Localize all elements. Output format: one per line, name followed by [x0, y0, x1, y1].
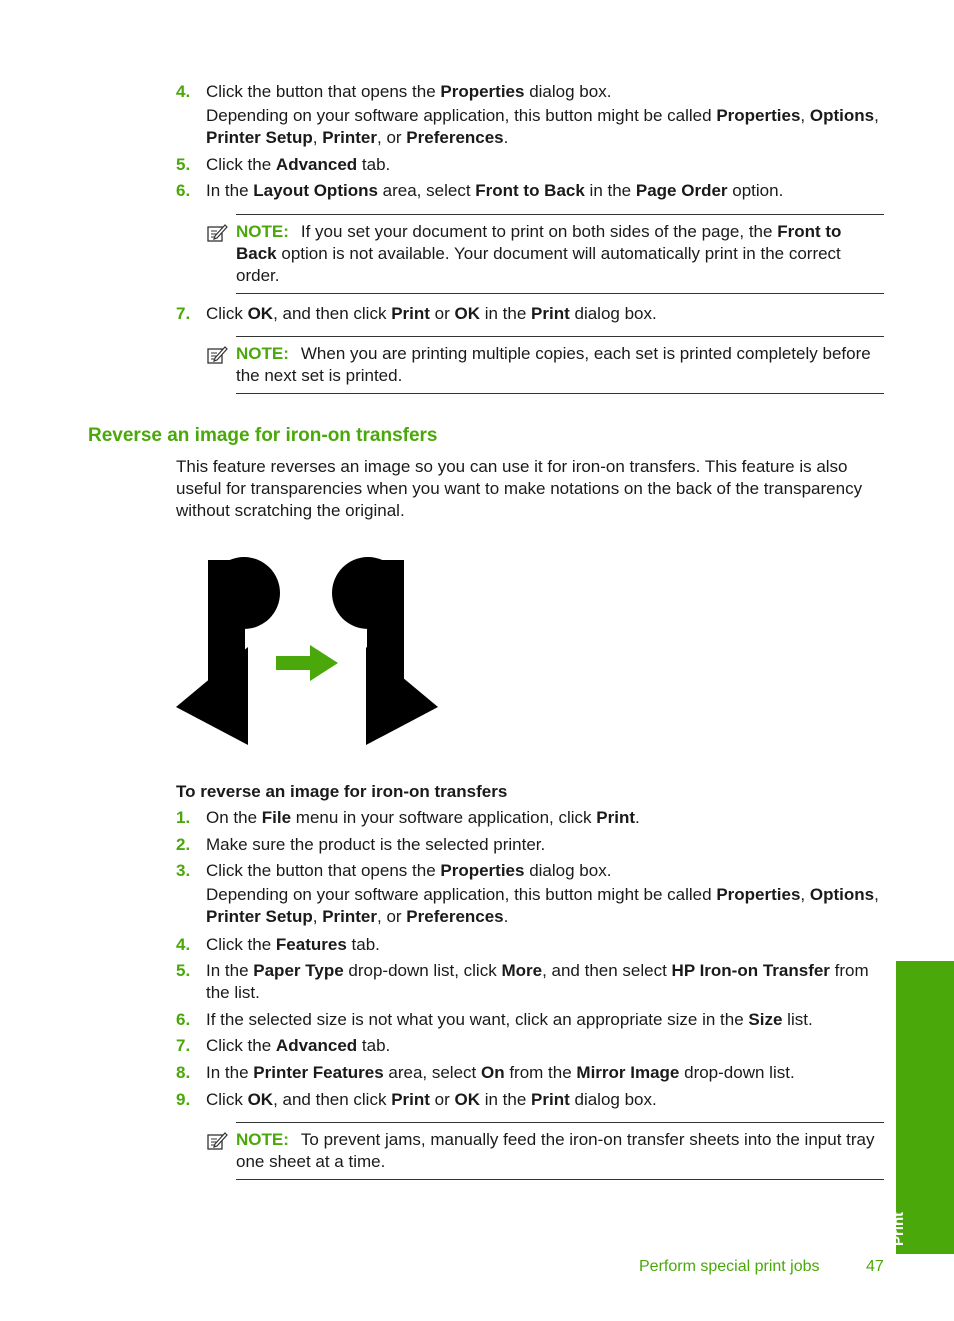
chapter-side-tab	[890, 961, 954, 1254]
reversed-image-shape	[332, 557, 438, 745]
note-pencil-icon	[206, 222, 228, 244]
step-9b: 9. Click OK, and then click Print or OK in the Print dialog box.	[176, 1090, 657, 1109]
step-number: 2.	[176, 835, 191, 854]
chapter-tab-label: Print	[890, 1211, 907, 1246]
note-label: NOTE:	[236, 1130, 289, 1149]
step-number: 5.	[176, 961, 191, 980]
step-6: 6. In the Layout Options area, select Front to Back in the Page Order option.	[176, 181, 784, 200]
step-number: 3.	[176, 861, 191, 880]
step-number: 7.	[176, 304, 191, 323]
step-2: 2. Make sure the product is the selected printer.	[176, 835, 546, 854]
right-arrow-icon	[276, 645, 338, 681]
step-number: 5.	[176, 155, 191, 174]
step-number: 7.	[176, 1036, 191, 1055]
step-8b: 8. In the Printer Features area, select On from the Mirror Image drop-down list.	[176, 1063, 795, 1082]
step-5b: 5. In the Paper Type drop-down list, click More, and then select HP Iron-on Transfer from the list.	[176, 961, 869, 1002]
page-number: 47	[866, 1258, 884, 1275]
note-front-to-back: NOTE: If you set your document to print on both sides of the page, the Front to Back option is not available. Your document will automatically print in the correct order.	[236, 214, 884, 294]
note-label: NOTE:	[236, 344, 289, 363]
note-pencil-icon	[206, 1130, 228, 1152]
step-number: 9.	[176, 1090, 191, 1109]
step-7b: 7. Click the Advanced tab.	[176, 1036, 391, 1055]
step-number: 8.	[176, 1063, 191, 1082]
original-image-shape	[176, 557, 280, 745]
note-multiple-copies: NOTE: When you are printing multiple copies, each set is printed completely before the next set is printed.	[236, 336, 884, 394]
step-4: 4. Click the button that opens the Properties dialog box. Depending on your software application, this button might be called Properties, Options, Printer Setup, Printer, or Preferences.	[176, 82, 879, 147]
step-4b: 4. Click the Features tab.	[176, 935, 380, 954]
footer-section-title: Perform special print jobs	[639, 1258, 820, 1275]
section-paragraph: This feature reverses an image so you can use it for iron-on transfers. This feature is also useful for transparencies when you want to make notations on the back of the transparency without scratching the original.	[176, 457, 863, 520]
procedure-heading: To reverse an image for iron-on transfers	[176, 782, 508, 801]
step-1: 1. On the File menu in your software application, click Print.	[176, 808, 640, 827]
step-number: 6.	[176, 181, 191, 200]
note-prevent-jams: NOTE: To prevent jams, manually feed the iron-on transfer sheets into the input tray one sheet at a time.	[236, 1122, 884, 1180]
step-7: 7. Click OK, and then click Print or OK in the Print dialog box.	[176, 304, 657, 323]
note-pencil-icon	[206, 344, 228, 366]
step-number: 4.	[176, 935, 191, 954]
section-heading: Reverse an image for iron-on transfers	[88, 425, 438, 446]
step-6b: 6. If the selected size is not what you want, click an appropriate size in the Size list.	[176, 1010, 813, 1029]
step-number: 1.	[176, 808, 191, 827]
step-5: 5. Click the Advanced tab.	[176, 155, 391, 174]
step-number: 6.	[176, 1010, 191, 1029]
step-number: 4.	[176, 82, 191, 101]
note-label: NOTE:	[236, 222, 289, 241]
step-3: 3. Click the button that opens the Properties dialog box. Depending on your software application, this button might be called Properties, Options, Printer Setup, Printer, or Preferences.	[176, 861, 879, 926]
mirror-image-illustration	[176, 555, 438, 747]
